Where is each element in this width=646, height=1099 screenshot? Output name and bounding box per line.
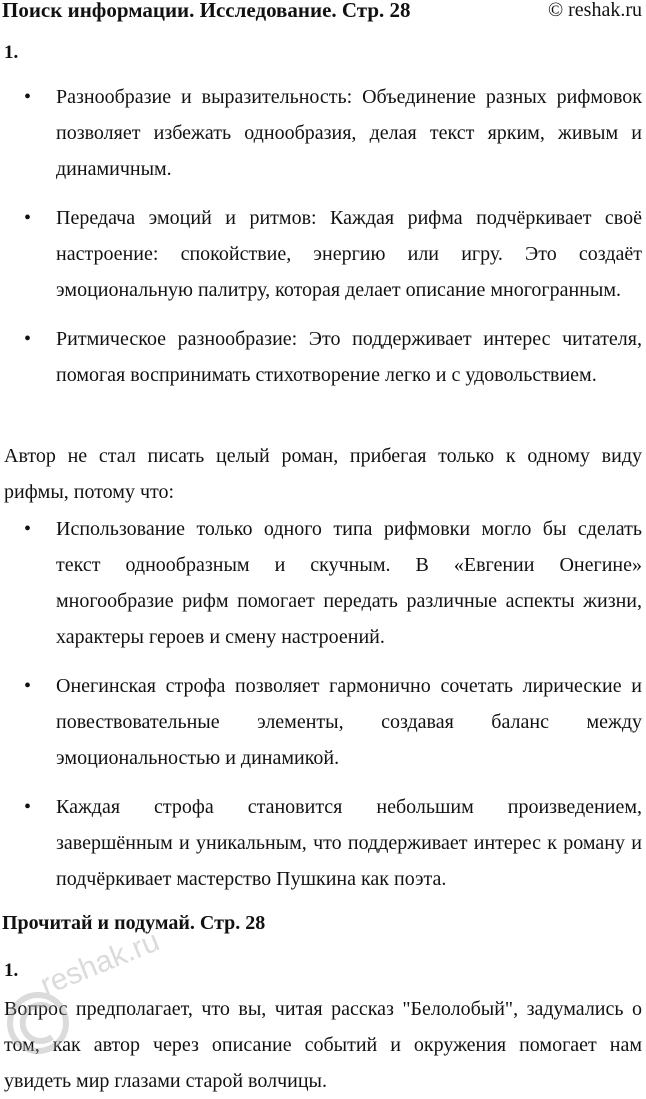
- list-item: • Каждая строфа становится небольшим произведением, завершённым и уникальным, что поддерживает интерес к роману и подчёркивает мастерство Пушкина как поэта.: [0, 789, 646, 897]
- body-paragraph: Автор не стал писать целый роман, прибегая только к одному виду рифмы, потому что:: [4, 445, 642, 503]
- list-item: • Передача эмоций и ритмов: Каждая рифма подчёркивает своё настроение: спокойствие, энергию или игру. Это создаёт эмоциональную палитру, которая делает описание многогранным.: [0, 200, 646, 308]
- list-item: • Разнообразие и выразительность: Объединение разных рифмовок позволяет избежать однообразия, делая текст ярким, живым и динамичным.: [0, 79, 646, 187]
- page-title: Поиск информации. Исследование. Стр. 28: [2, 0, 411, 22]
- list-item: • Ритмическое разнообразие: Это поддерживает интерес читателя, помогая воспринимать стихотворение легко и с удовольствием.: [0, 321, 646, 393]
- task-number: 1.: [4, 42, 19, 63]
- bullet-list-reasons: [0, 511, 646, 897]
- watermark-text: reshak.ru: [35, 924, 165, 1003]
- reshak-watermark: [0, 924, 165, 1065]
- site-credit[interactable]: © reshak.ru: [547, 0, 642, 21]
- list-item: • Онегинская строфа позволяет гармонично сочетать лирические и повествовательные элементы, создавая баланс между эмоциональностью и динамикой.: [0, 668, 646, 776]
- section-title: Прочитай и подумай. Стр. 28: [2, 912, 266, 934]
- bullet-list-rhyme-benefits: [0, 79, 646, 393]
- page-header: [2, 0, 642, 28]
- body-paragraph: Вопрос предполагает, что вы, читая рассказ "Белолобый", задумались о том, как автор через описание событий и окружения помогает нам увидеть мир глазами старой волчицы.: [4, 998, 642, 1092]
- task-number: 1.: [4, 960, 19, 981]
- list-item: • Использование только одного типа рифмовки могло бы сделать текст однообразным и скучным. В «Евгении Онегине» многообразие рифм помогает передать различные аспекты жизни, характеры героев и смену настроений.: [0, 511, 646, 655]
